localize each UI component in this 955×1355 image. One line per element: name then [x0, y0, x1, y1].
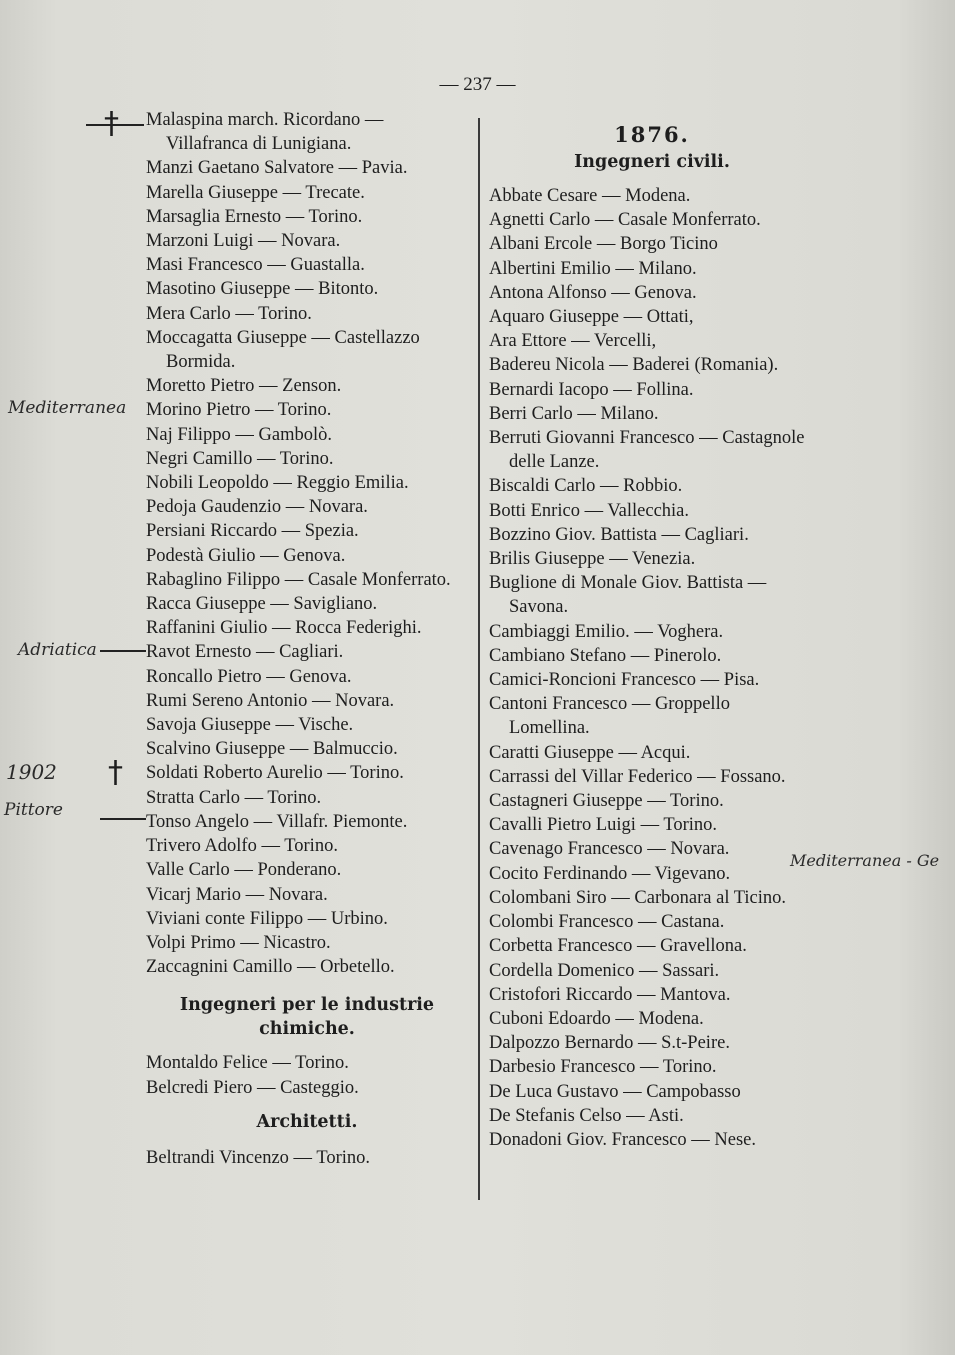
- list-item: Ara Ettore — Vercelli,: [489, 331, 657, 352]
- list-item: Beltrandi Vincenzo — Torino.: [146, 1147, 371, 1168]
- list-item: Albertini Emilio — Milano.: [489, 258, 697, 279]
- list-item: Marsaglia Ernesto — Torino.: [146, 206, 363, 227]
- list-item: Trivero Adolfo — Torino.: [146, 836, 338, 857]
- list-item: Manzi Gaetano Salvatore — Pavia.: [146, 158, 408, 179]
- list-item: Masi Francesco — Guastalla.: [146, 255, 365, 276]
- list-item: Bozzino Giov. Battista — Cagliari.: [489, 524, 749, 545]
- list-item: Aquaro Giuseppe — Ottati,: [489, 307, 694, 328]
- architetti-heading: Architetti.: [256, 1111, 358, 1132]
- list-item: Albani Ercole — Borgo Ticino: [489, 234, 718, 255]
- list-item: De Luca Gustavo — Campobasso: [489, 1081, 741, 1102]
- annotation-stratta: Pittore: [4, 800, 63, 820]
- list-item: Nobili Leopoldo — Reggio Emilia.: [146, 473, 409, 494]
- list-item: Moccagatta Giuseppe — Castellazzo Bormida.: [146, 327, 420, 373]
- industrie-heading: Ingegneri per le industrie chimiche.: [179, 995, 435, 1040]
- list-item: Brilis Giuseppe — Venezia.: [489, 549, 696, 570]
- annotation-cavenago: Mediterranea - Ge: [790, 851, 940, 870]
- list-item: Cavalli Pietro Luigi — Torino.: [489, 815, 718, 836]
- list-item: Donadoni Giov. Francesco — Nese.: [489, 1129, 756, 1150]
- annotation-morino: Mediterranea: [8, 398, 127, 418]
- list-item: Volpi Primo — Nicastro.: [146, 932, 331, 953]
- annotation-scalvino-year: 1902: [6, 760, 57, 784]
- list-item: Colombani Siro — Carbonara al Ticino.: [489, 887, 787, 908]
- list-item: Ravot Ernesto — Cagliari.: [146, 642, 344, 663]
- list-item: Malaspina march. Ricordano — Villafranca di Lunigiana.: [146, 110, 384, 155]
- list-item: Montaldo Felice — Torino.: [146, 1053, 349, 1074]
- column-divider: [478, 118, 480, 1200]
- list-item: Bernardi Iacopo — Follina.: [489, 379, 694, 400]
- list-item: Pedoja Gaudenzio — Novara.: [146, 497, 368, 518]
- annotation-raffanini: Adriatica: [18, 640, 97, 660]
- margin-line: [100, 650, 146, 652]
- list-item: Cordella Domenico — Sassari.: [489, 960, 720, 981]
- right-entries-list: [489, 184, 815, 1152]
- list-item: Castagneri Giuseppe — Torino.: [489, 791, 724, 812]
- list-item: Raffanini Giulio — Rocca Federighi.: [146, 618, 422, 639]
- list-item: Viviani conte Filippo — Urbino.: [146, 908, 388, 929]
- list-item: Colombi Francesco — Castana.: [489, 912, 725, 933]
- page-number: — 237 —: [439, 74, 516, 95]
- left-entries-list: [146, 108, 468, 979]
- list-item: Rabaglino Filippo — Casale Monferrato.: [146, 569, 451, 590]
- list-item: Cocito Ferdinando — Vigevano.: [489, 863, 731, 884]
- left-column: [146, 108, 468, 1170]
- list-item: Corbetta Francesco — Gravellona.: [489, 936, 747, 957]
- list-item: Cristofori Riccardo — Mantova.: [489, 984, 731, 1005]
- list-item: Scalvino Giuseppe — Balmuccio.: [146, 739, 398, 760]
- list-item: Roncallo Pietro — Genova.: [146, 666, 352, 687]
- architetti-entries-list: [146, 1146, 468, 1170]
- list-item: Negri Camillo — Torino.: [146, 448, 334, 469]
- list-item: Cavenago Francesco — Novara.: [489, 839, 730, 860]
- list-item: Agnetti Carlo — Casale Monferrato.: [489, 210, 761, 231]
- list-item: Tonso Angelo — Villafr. Piemonte.: [146, 811, 408, 832]
- list-item: Mera Carlo — Torino.: [146, 303, 312, 324]
- list-item: Moretto Pietro — Zenson.: [146, 376, 342, 397]
- cross-mark-icon: †: [108, 755, 123, 790]
- list-item: Badereu Nicola — Baderei (Romania).: [489, 355, 779, 376]
- list-item: Camici-Roncioni Francesco — Pisa.: [489, 670, 760, 691]
- margin-line: [86, 124, 144, 126]
- list-item: Buglione di Monale Giov. Battista — Savona.: [489, 573, 767, 618]
- list-item: Morino Pietro — Torino.: [146, 400, 332, 421]
- list-item: Cambiano Stefano — Pinerolo.: [489, 645, 722, 666]
- list-item: Naj Filippo — Gambolò.: [146, 424, 333, 445]
- list-item: Carrassi del Villar Federico — Fossano.: [489, 766, 786, 787]
- list-item: Abbate Cesare — Modena.: [489, 186, 691, 206]
- list-item: Berri Carlo — Milano.: [489, 403, 659, 424]
- list-item: Zaccagnini Camillo — Orbetello.: [146, 957, 395, 978]
- list-item: Berruti Giovanni Francesco — Castagnole delle Lanze.: [489, 428, 805, 473]
- list-item: Botti Enrico — Vallecchia.: [489, 500, 690, 521]
- list-item: Vicarj Mario — Novara.: [146, 884, 328, 905]
- list-item: Cantoni Francesco — Groppello Lomellina.: [489, 694, 730, 739]
- list-item: Soldati Roberto Aurelio — Torino.: [146, 763, 404, 784]
- list-item: Savoja Giuseppe — Vische.: [146, 715, 354, 736]
- list-item: Racca Giuseppe — Savigliano.: [146, 594, 378, 615]
- civili-heading: Ingegneri civili.: [574, 152, 730, 172]
- margin-line: [100, 818, 146, 820]
- industrie-entries-list: [146, 1051, 468, 1099]
- list-item: Persiani Riccardo — Spezia.: [146, 521, 359, 542]
- list-item: Caratti Giuseppe — Acqui.: [489, 742, 691, 763]
- list-item: Darbesio Francesco — Torino.: [489, 1057, 717, 1078]
- list-item: Marzoni Luigi — Novara.: [146, 231, 341, 252]
- list-item: Stratta Carlo — Torino.: [146, 787, 322, 808]
- list-item: Masotino Giuseppe — Bitonto.: [146, 279, 379, 300]
- list-item: Rumi Sereno Antonio — Novara.: [146, 690, 395, 711]
- list-item: Marella Giuseppe — Trecate.: [146, 182, 365, 203]
- list-item: Antona Alfonso — Genova.: [489, 282, 697, 303]
- list-item: Podestà Giulio — Genova.: [146, 545, 346, 566]
- list-item: Dalpozzo Bernardo — S.t-Peire.: [489, 1033, 730, 1054]
- right-column: [489, 108, 815, 1152]
- year-heading: 1876.: [614, 122, 690, 147]
- list-item: Biscaldi Carlo — Robbio.: [489, 476, 683, 497]
- list-item: Cambiaggi Emilio. — Voghera.: [489, 621, 724, 642]
- list-item: Cuboni Edoardo — Modena.: [489, 1008, 704, 1029]
- list-item: De Stefanis Celso — Asti.: [489, 1105, 684, 1126]
- list-item: Valle Carlo — Ponderano.: [146, 860, 342, 881]
- list-item: Belcredi Piero — Casteggio.: [146, 1077, 359, 1098]
